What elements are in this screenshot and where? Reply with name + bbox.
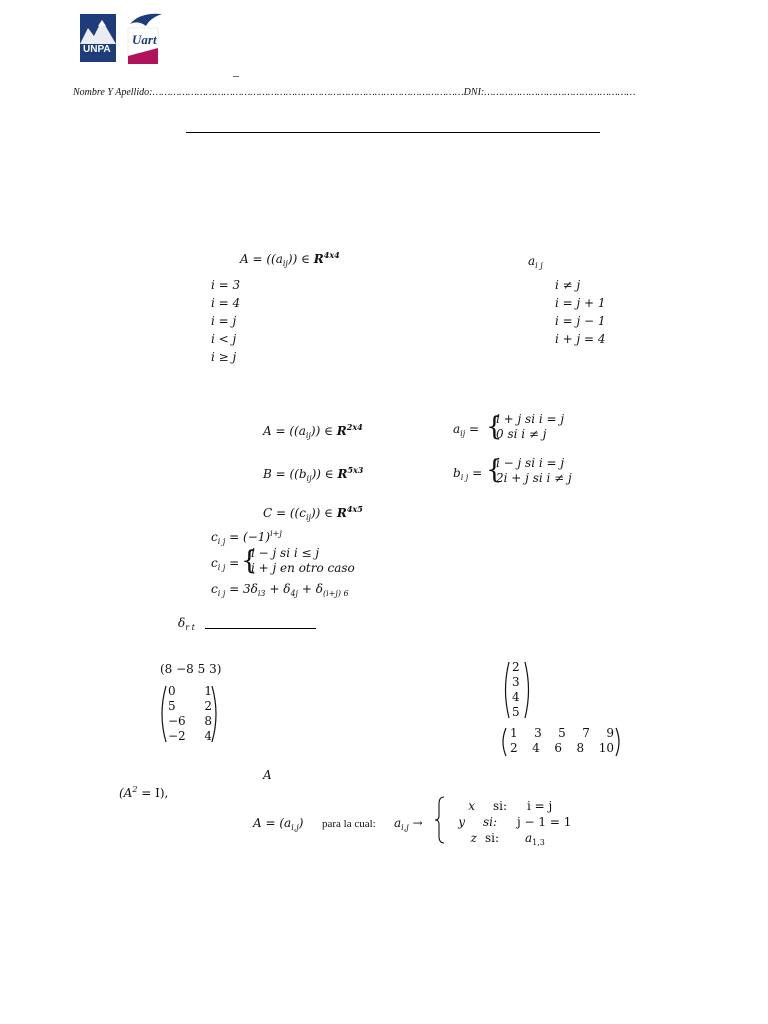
divider [186, 132, 600, 133]
uart-logo [124, 10, 164, 64]
ex4-A-label: A [263, 768, 272, 782]
ex4-elem: $a_{i,j}$ → [394, 816, 423, 832]
delta-answer-line[interactable] [205, 628, 316, 629]
name-line [73, 87, 635, 98]
ex1-left-conditions [211, 276, 240, 366]
ex4-para: para la cual: [322, 818, 376, 830]
ex3-matrix-rows [168, 684, 212, 744]
ex2-c1: $c_{i j} = (-1)^{i+j}$ [211, 529, 282, 546]
ex2-a-lhs: $a_{ij}$ = [453, 422, 480, 438]
ex4-def: $A = (a_{i,j})$ [253, 816, 304, 832]
dash: – [233, 68, 239, 82]
ex2-a-brace: { [486, 412, 503, 442]
unpa-logo [80, 14, 116, 62]
matrix-row: 0 1 [168, 684, 212, 698]
matrix-row: 1 3 5 7 9 [510, 726, 614, 740]
ex1-left-condition: i < j [211, 332, 237, 346]
ex1-left-condition: i ≥ j [211, 350, 237, 364]
matrix-row: 5 2 [168, 699, 212, 713]
dni-label: DNI: [463, 87, 485, 98]
ex2-b-lhs: $b_{i j}$ = [453, 466, 483, 482]
ex3-matrix-2x5-rows [510, 726, 614, 756]
matrix-row: −6 8 [168, 714, 212, 728]
ex1-right-condition: i = j − 1 [555, 314, 606, 328]
ex2-B-def: $B = ((b_{ij}))$ ∈ $R^{5x3}$ [263, 465, 364, 483]
ex2-b-cases: i − j si i = j 2i + j si i ≠ j [496, 456, 572, 485]
ex3-matrix-4x2 [158, 684, 220, 744]
ex1-right-condition: i = j + 1 [555, 296, 606, 310]
dni-field[interactable]: …………………………………………… [484, 87, 636, 98]
ex3-vector-rows: 2 3 4 5 [512, 660, 520, 719]
ex1-left-condition: i = j [211, 314, 237, 328]
ex4-brace [434, 796, 446, 844]
ex1-right-condition: i + j = 4 [555, 332, 606, 346]
ex2-b-brace: { [486, 455, 503, 485]
ex3-matrix-2x5 [500, 726, 624, 758]
ex1-left-condition: i = 3 [211, 278, 241, 292]
matrix-row: −2 4 [168, 729, 212, 743]
ex4-case-row: y si: j − 1 = 1 [458, 815, 572, 829]
ex1-matrix-def: $A = ((a_{ij}))$ ∈ $R^{4x4}$ [240, 250, 340, 268]
ex2-delta: $\delta_{r t}$ [178, 616, 195, 632]
name-field[interactable]: …………………………………………………………………………………………… [152, 87, 464, 98]
ex3-row-vector: (8 −8 5 3) [160, 662, 222, 676]
mountain-icon [80, 14, 116, 44]
name-label: Nombre Y Apellido: [73, 87, 153, 98]
ex2-A-def: $A = ((a_{ij}))$ ∈ $R^{2x4}$ [263, 422, 363, 440]
ex1-right-condition: i ≠ j [555, 278, 581, 292]
ex2-c3: $c_{i j} = 3\delta_{i3} + \delta_{4j} + \delta_{(i+j) 6}$ [211, 582, 349, 598]
ex3-column-vector [502, 660, 532, 720]
ex2-c2-brace: { [241, 546, 258, 576]
matrix-row: 2 4 6 8 10 [510, 741, 614, 755]
ex4-cases [455, 798, 571, 851]
ex1-left-condition: i = 4 [211, 296, 241, 310]
ex2-c2-cases: i − j si i ≤ j i + j en otro caso [251, 546, 355, 575]
ex1-element: $a_{i j}$ [528, 254, 543, 270]
ex2-a-cases: i + j si i = j 0 si i ≠ j [496, 412, 565, 441]
ex4-identity: $(A^2 = I)$, [119, 785, 169, 800]
ex4-case-row: z si: $a_{1,3}$ [470, 831, 545, 847]
unpa-logo-text: UNPA [83, 44, 111, 55]
ex2-c2-lhs: $c_{i j}$ = [211, 556, 240, 572]
uart-logo-text: Uart [132, 32, 157, 47]
ex1-right-conditions [555, 276, 606, 348]
ex4-case-row: x si: i = j [468, 799, 553, 813]
ex2-C-def: $C = ((c_{ij}))$ ∈ $R^{4x5}$ [263, 504, 363, 522]
